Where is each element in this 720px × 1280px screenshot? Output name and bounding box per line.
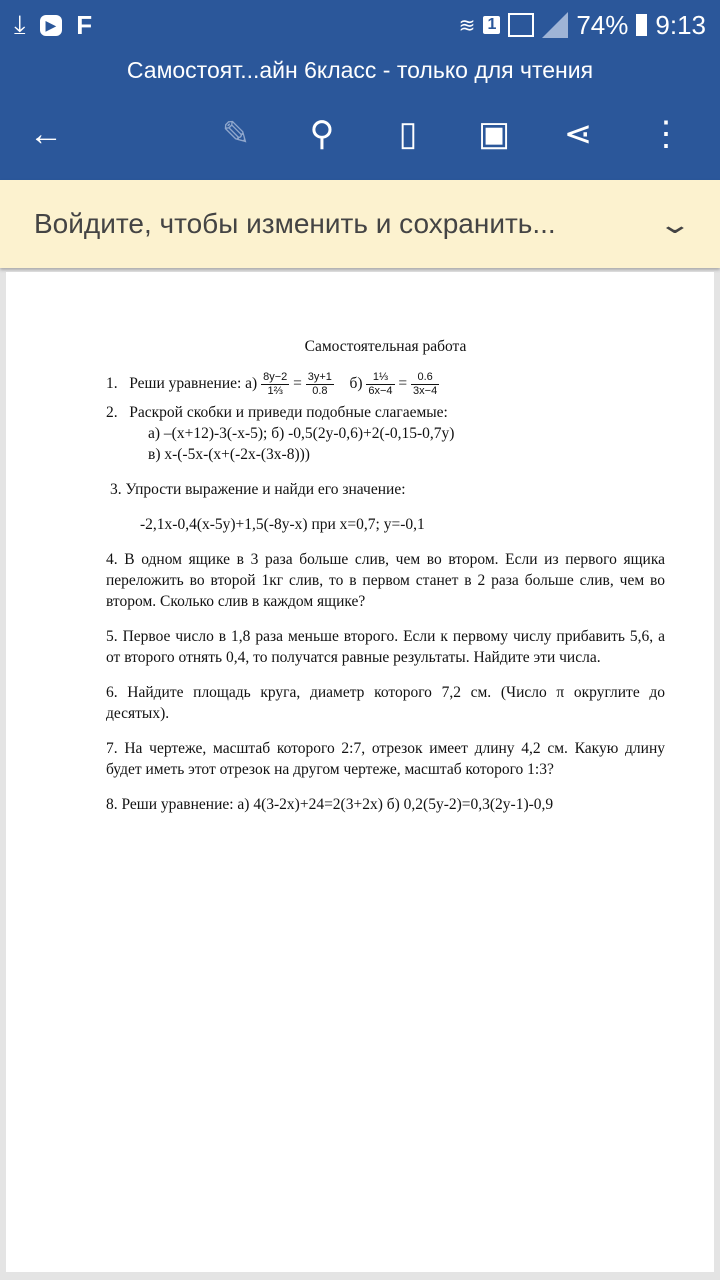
denominator: 1⅔ xyxy=(267,385,283,397)
numerator: 8y−2 xyxy=(263,371,288,383)
task-3-expression: -2,1x-0,4(x-5y)+1,5(-8y-x) при x=0,7; y=-0,1 xyxy=(140,516,425,533)
status-bar xyxy=(0,0,720,50)
task-2-ab: а) –(x+12)-3(-x-5); б) -0,5(2y-0,6)+2(-0,15-0,7y) xyxy=(148,425,455,442)
back-button[interactable]: ← xyxy=(29,114,63,153)
flipboard-icon: F xyxy=(76,9,93,40)
toolbar xyxy=(0,100,720,170)
task-number: 1. xyxy=(106,375,118,393)
clock: 9:13 xyxy=(655,9,706,40)
equals: = xyxy=(398,375,408,393)
save-icon[interactable]: ▣ xyxy=(477,115,511,153)
fraction xyxy=(411,371,439,398)
battery-percent: 74% xyxy=(576,9,629,40)
share-icon[interactable]: ⋖ xyxy=(563,115,593,153)
edit-pencil-icon[interactable]: ✎ xyxy=(221,115,251,153)
more-options-icon[interactable]: ⋮ xyxy=(649,115,683,153)
sim-icon: 1 xyxy=(483,16,500,34)
fraction xyxy=(306,371,334,398)
task-5: 5. Первое число в 1,8 раза меньше второго. Если к первому числу прибавить 5,6, а от второго отнять 0,4, то получатся равные результаты. Найдите эти числа. xyxy=(106,628,665,666)
denominator: 6x−4 xyxy=(368,385,393,397)
task-7: 7. На чертеже, масштаб которого 2:7, отрезок имеет длину 4,2 см. Какую длину будет иметь этот отрезок на другом чертеже, масштаб которого 1:3? xyxy=(106,740,665,778)
task-2-c: в) x-(-5x-(x+(-2x-(3x-8))) xyxy=(148,446,310,463)
task-4: 4. В одном ящике в 3 раза больше слив, чем во втором. Если из первого ящика переложить во второй 1кг слив, то в первом станет в 2 раза больше слив, чем во втором. Сколько слив в каждом ящике? xyxy=(106,551,665,610)
task-6: 6. Найдите площадь круга, диаметр которого 7,2 см. (Число π округлите до десятых). xyxy=(106,684,665,722)
youtube-icon: ▶ xyxy=(40,15,63,36)
document-page xyxy=(6,272,714,1272)
signal-2-icon xyxy=(542,12,568,38)
signal-icon xyxy=(508,13,534,37)
chevron-down-icon[interactable]: ⌄ xyxy=(657,208,693,239)
search-icon[interactable]: ⚲ xyxy=(309,115,335,153)
mobile-view-icon[interactable]: ▯ xyxy=(398,115,418,153)
task-label: б) xyxy=(349,375,363,393)
wifi-icon: ≋ xyxy=(458,14,476,37)
task-label: Раскрой скобки и приведи подобные слагаемые: xyxy=(129,404,448,421)
numerator: 1⅓ xyxy=(366,371,394,385)
sign-in-banner[interactable] xyxy=(0,180,720,268)
fraction xyxy=(261,371,289,398)
task-1 xyxy=(106,371,665,398)
doc-heading: Самостоятельная работа xyxy=(304,338,467,355)
app-header xyxy=(0,0,720,180)
fraction xyxy=(366,371,394,398)
denominator: 3x−4 xyxy=(413,385,438,397)
sign-in-text: Войдите, чтобы изменить и сохранить... xyxy=(34,208,556,239)
task-3: 3. Упрости выражение и найди его значение: xyxy=(110,481,406,498)
numerator: 0.6 xyxy=(411,371,439,385)
task-label: Реши уравнение: а) xyxy=(129,375,258,393)
task-2 xyxy=(106,402,665,465)
task-number: 2. xyxy=(106,404,118,421)
denominator: 0.8 xyxy=(312,385,328,397)
task-8: 8. Реши уравнение: а) 4(3-2x)+24=2(3+2x) б) 0,2(5y-2)=0,3(2y-1)-0,9 xyxy=(106,796,554,813)
document-title: Самостоят...айн 6класс - только для чтения xyxy=(126,57,594,83)
equals: = xyxy=(293,375,302,393)
battery-icon xyxy=(636,14,647,36)
download-icon: ⤓ xyxy=(14,9,26,39)
numerator: 3y+1 xyxy=(307,371,332,383)
